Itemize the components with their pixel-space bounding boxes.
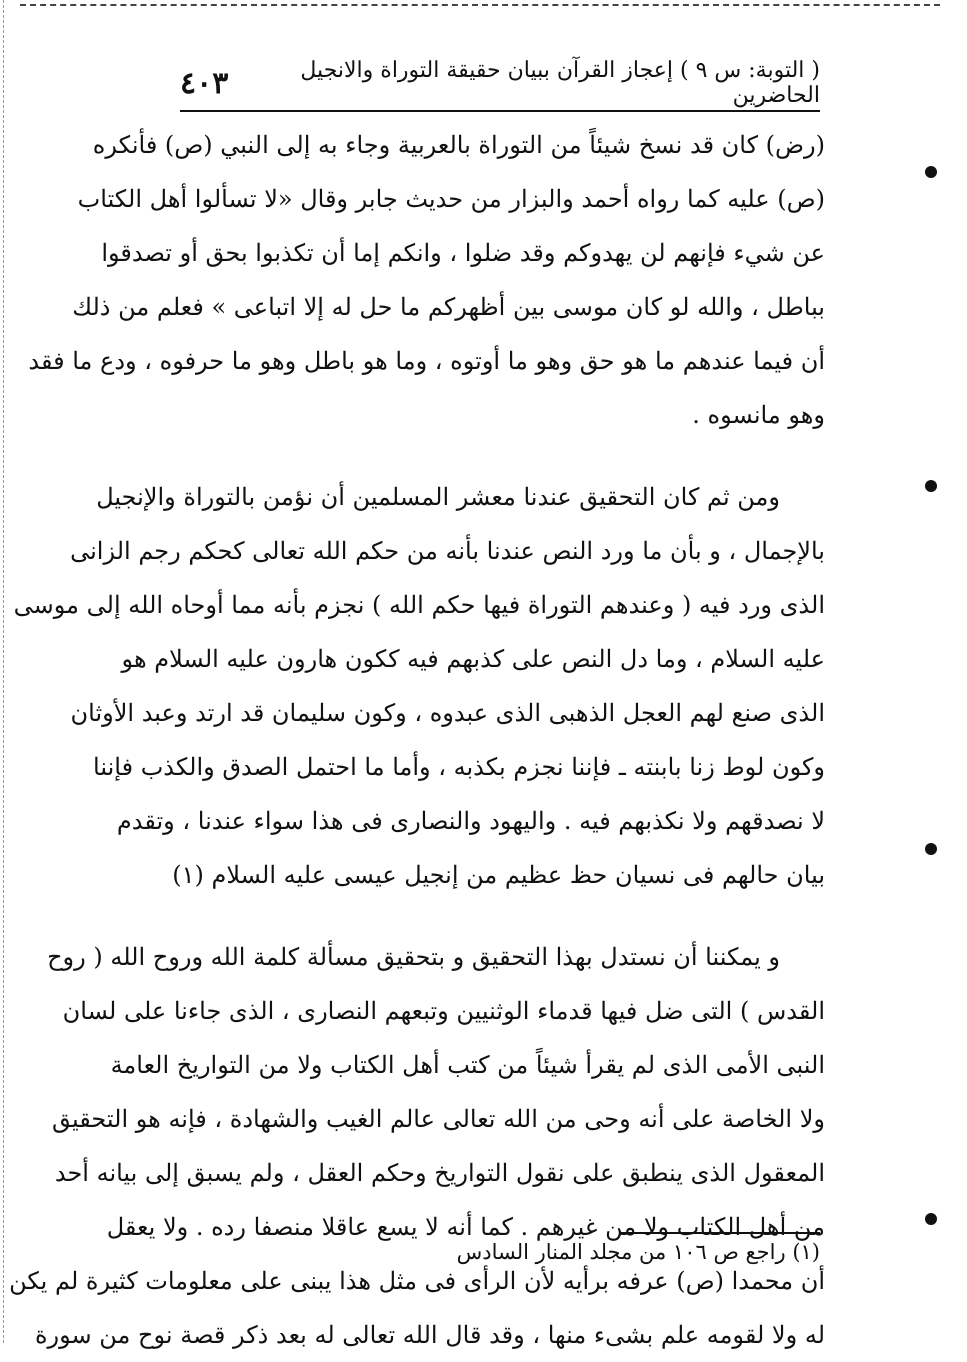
footnote: (١) راجع ص ١٠٦ من مجلد المنار السادس (456, 1240, 820, 1264)
text-line: (رض) كان قد نسخ شيئاً من التوراة بالعربية وجاء به إلى النبي (ص) فأنكره (92, 131, 825, 159)
scan-left-border (3, 0, 4, 1343)
page-number: ٤٠٣ (180, 65, 229, 101)
paragraph (28, 118, 825, 442)
text-line: من أهل الكتاب ولا من غيرهم . كما أنه لا يسع عاقلا منصفا رده . ولا يعقل (106, 1213, 825, 1241)
text-line: بيان حالهم فى نسيان حظ عظيم من إنجيل عيسى عليه السلام (١) (172, 861, 825, 889)
body-text (9, 118, 825, 1362)
footnote-rule (620, 1232, 820, 1234)
text-line: وهو مانسوه . (692, 401, 825, 429)
text-line: وكون لوط زنا بابنته ـ فإننا نجزم بكذبه ، وأما ما احتمل الصدق والكذب فإننا (93, 753, 825, 781)
text-line: الذى صنع لهم العجل الذهبى الذى عبدوه ، وكون سليمان قد ارتد وعبد الأوثان (70, 699, 825, 727)
text-line: و يمكننا أن نستدل بهذا التحقيق و بتحقيق مسألة كلمة الله وروح الله ( روح (47, 943, 780, 971)
text-line: أن محمدا (ص) عرفه برأيه لأن الرأى فى مثل هذا يبنى على معلومات كثيرة لم يكن (9, 1267, 825, 1295)
text-line: له ولا لقومه علم بشىء منها ، وقد قال الله تعالى له بعد ذكر قصة نوح من سورة (34, 1321, 825, 1349)
margin-bullet-icon (925, 1213, 937, 1225)
scan-top-border (20, 4, 940, 6)
text-line: الذى ورد فيه ( وعندهم التوراة فيها حكم الله ) نجزم بأنه مما أوحاه الله إلى موسى (13, 591, 825, 619)
paragraph (13, 470, 825, 902)
paragraph-gap (180, 442, 825, 470)
text-line: أن فيما عندهم ما هو حق وهو ما أوتوه ، وما هو باطل وهو ما حرفوه ، ودع ما فقد (28, 347, 825, 375)
running-header (180, 60, 820, 106)
text-line: النبى الأمى الذى لم يقرأ شيئاً من كتب أهل الكتاب ولا من التواريخ العامة (110, 1051, 825, 1079)
text-line: المعقول الذى ينطبق على نقول التواريخ وحكم العقل ، ولم يسبق إلى بيانه أحد (54, 1159, 825, 1187)
header-rule (180, 110, 820, 112)
paragraph-gap (180, 902, 825, 930)
text-line: بالإجمال ، و بأن ما ورد النص عندنا بأنه من حكم الله تعالى كحكم رجم الزانى (70, 537, 825, 565)
text-line: (ص) عليه كما رواه أحمد والبزار من حديث جابر وقال «لا تسألوا أهل الكتاب (77, 185, 825, 213)
margin-bullet-icon (925, 843, 937, 855)
text-line: عن شيء فإنهم لن يهدوكم وقد ضلوا ، وانكم إما أن تكذبوا بحق أو تصدقوا (101, 239, 825, 267)
text-line: ولا الخاصة على أنه وحى من الله تعالى عالم الغيب والشهادة ، فإنه هو التحقيق (52, 1105, 825, 1133)
margin-bullet-icon (925, 480, 937, 492)
header-title: ( التوبة: س ٩ ) إعجاز القرآن ببيان حقيقة التوراة والانجيل الحاضرين (300, 58, 820, 108)
text-line: القدس ) التى ضل فيها قدماء الوثنيين وتبعهم النصارى ، الذى جاءنا على لسان (62, 997, 825, 1025)
text-line: عليه السلام ، وما دل النص على كذبهم فيه ككون هارون عليه السلام هو (121, 645, 825, 673)
text-line: ومن ثم كان التحقيق عندنا معشر المسلمين أن نؤمن بالتوراة والإنجيل (96, 483, 780, 511)
paragraph (9, 930, 825, 1362)
margin-bullet-icon (925, 166, 937, 178)
text-line: لا نصدقهم ولا نكذبهم فيه . واليهود والنصارى فى هذا سواء عندنا ، وتقدم (116, 807, 825, 835)
text-line: بباطل ، والله لو كان موسى بين أظهركم ما حل له إلا اتباعى » فعلم من ذلك (72, 293, 825, 321)
